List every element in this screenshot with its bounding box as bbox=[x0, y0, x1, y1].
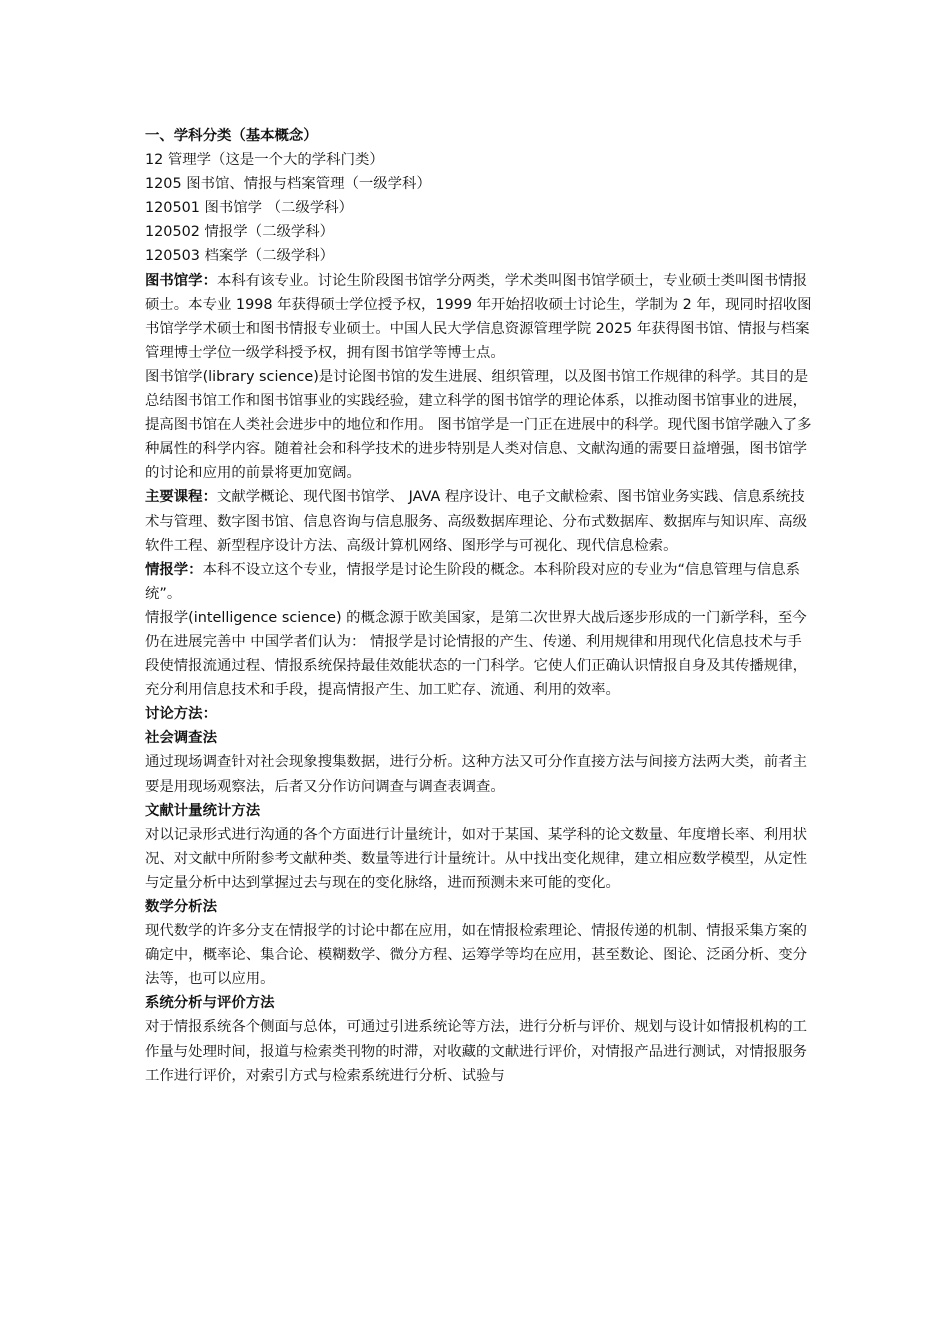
classification-line: 120503 档案学（二级学科） bbox=[145, 248, 335, 265]
classification-line: 1205 图书馆、情报与档案管理（一级学科） bbox=[145, 176, 431, 193]
section-title: 一、学科分类（基本概念） bbox=[145, 128, 318, 144]
method-text: 对以记录形式进行沟通的各个方面进行计量统计，如对于某国、某学科的论文数量、年度增长率、利用状况、对文献中所附参考文献种类、数量等进行计量统计。从中找出变化规律，建立相应数学模型，从定性与定量分析中达到掌握过去与现在的变化脉络，进而预测未来可能的变化。 bbox=[145, 826, 807, 891]
library-science-definition: 图书馆学(library science)是讨论图书馆的发生进展、组织管理，以及图书馆工作规律的科学。其目的是总结图书馆工作和图书馆事业的实践经验，建立科学的图书馆学的理论体系，以推动图书馆事业的进展，提高图书馆在人类社会进步中的地位和作用。 图书馆学是一门正在进展中的科学。现代图书馆学融入了多种属性的科学内容。随着社会和科学技术的进步特别是人类对信息、文献沟通的需要日益增强，图书馆学的讨论和应用的前景将更加宽阔。 bbox=[145, 368, 812, 482]
courses-label: 主要课程： bbox=[145, 489, 217, 506]
classification-line: 120502 情报学（二级学科） bbox=[145, 224, 335, 241]
library-science-paragraph bbox=[145, 269, 815, 365]
classification-line: 120501 图书馆学 （二级学科） bbox=[145, 200, 353, 217]
document-body bbox=[145, 124, 815, 1088]
classification-line: 12 管理学（这是一个大的学科门类） bbox=[145, 152, 384, 169]
library-science-text: 本科有该专业。讨论生阶段图书馆学分两类，学术类叫图书馆学硕士，专业硕士类叫图书情报硕士。本专业 1998 年获得硕士学位授予权，1999 年开始招收硕士讨论生，学制为 2 年，现同时招收图书馆学学术硕士和图书情报专业硕士。中国人民大学信息资源管理学院 2025 年获得图书馆、情报与档案管理博士学位一级学科授予权，拥有图书馆学等博士点。 bbox=[145, 272, 812, 361]
methods-title: 讨论方法： bbox=[145, 706, 217, 723]
method-heading: 社会调查法 bbox=[145, 730, 217, 747]
info-science-definition: 情报学(intelligence science) 的概念源于欧美国家，是第二次世界大战后逐步形成的一门新学科，至今仍在进展完善中 中国学者们认为： 情报学是讨论情报的产生、传递、利用规律和用现代化信息技术与手段使情报流通过程、情报系统保持最佳效能状态的一门科学。它使人们正确认识情报自身及其传播规律，充分利用信息技术和手段，提高情报产生、加工贮存、流通、利用的效率。 bbox=[145, 609, 807, 699]
method-text: 对于情报系统各个侧面与总体，可通过引进系统论等方法，进行分析与评价、规划与设计如情报机构的工作量与处理时间，报道与检索类刊物的时滞，对收藏的文献进行评价，对情报产品进行测试，对情报服务工作进行评价，对索引方式与检索系统进行分析、试验与 bbox=[145, 1019, 807, 1084]
info-science-text: 本科不设立这个专业，情报学是讨论生阶段的概念。本科阶段对应的专业为“信息管理与信息系统”。 bbox=[145, 561, 801, 602]
method-heading: 系统分析与评价方法 bbox=[145, 995, 275, 1012]
info-science-paragraph bbox=[145, 558, 815, 606]
library-science-label: 图书馆学： bbox=[145, 272, 217, 289]
info-science-label: 情报学： bbox=[145, 561, 203, 578]
courses-text: 文献学概论、现代图书馆学、 JAVA 程序设计、电子文献检索、图书馆业务实践、信息系统技术与管理、数字图书馆、信息咨询与信息服务、高级数据库理论、分布式数据库、数据库与知识库、高级软件工程、新型程序设计方法、高级计算机网络、图形学与可视化、现代信息检索。 bbox=[145, 489, 807, 554]
method-heading: 数学分析法 bbox=[145, 899, 217, 915]
method-text: 通过现场调查针对社会现象搜集数据，进行分析。这种方法又可分作直接方法与间接方法两大类，前者主要是用现场观察法，后者又分作访问调查与调查表调查。 bbox=[145, 754, 807, 795]
method-heading: 文献计量统计方法 bbox=[145, 802, 261, 819]
courses-paragraph bbox=[145, 485, 815, 557]
method-text: 现代数学的许多分支在情报学的讨论中都在应用，如在情报检索理论、情报传递的机制、情报采集方案的确定中，概率论、集合论、模糊数学、微分方程、运筹学等均在应用，甚至数论、图论、泛函分析、变分法等，也可以应用。 bbox=[145, 923, 807, 988]
